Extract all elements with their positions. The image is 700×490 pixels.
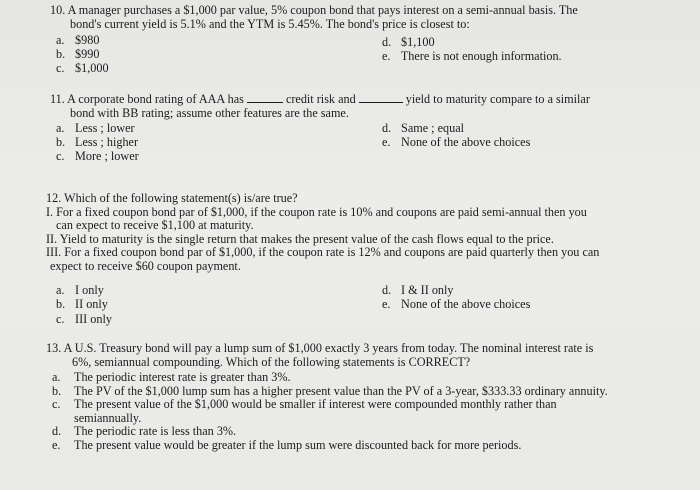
q13-option-a[interactable]: a. The periodic interest rate is greater than 3%. bbox=[52, 370, 291, 384]
q10-option-d[interactable]: d. $1,100 bbox=[382, 35, 435, 49]
statement-1-line2: can expect to receive $1,100 at maturity. bbox=[56, 218, 254, 233]
statement-1-line1: I. For a fixed coupon bond par of $1,000, if the coupon rate is 10% and coupons are paid semi-annual then you bbox=[46, 204, 587, 219]
q13-option-e[interactable]: e. The present value would be greater if the lump sum were discounted back for more periods. bbox=[52, 437, 522, 452]
question-10 bbox=[50, 4, 690, 31]
question-10-stem bbox=[50, 4, 690, 18]
question-10-line1: A manager purchases a $1,000 par value, 5% coupon bond that pays interest on a semi-annual basis. The bbox=[67, 3, 578, 17]
q11-option-b[interactable]: b. Less ; higher bbox=[56, 135, 139, 149]
q11-option-e[interactable]: e. None of the above choices bbox=[382, 135, 531, 149]
question-10-line2: bond's current yield is 5.1% and the YTM is 5.45%. The bond's price is closest to: bbox=[70, 16, 470, 31]
question-11-number: 11. bbox=[50, 92, 65, 106]
question-13 bbox=[46, 342, 686, 369]
question-11 bbox=[50, 92, 690, 120]
q10-option-c[interactable]: c. $1,000 bbox=[56, 61, 109, 75]
statement-2: II. Yield to maturity is the single return that makes the present value of the cash flows equal to the price. bbox=[46, 231, 554, 246]
question-12-title: 12. Which of the following statement(s) is/are true? bbox=[46, 191, 298, 205]
q11-option-c[interactable]: c. More ; lower bbox=[56, 149, 139, 163]
q11-option-d[interactable]: d. Same ; equal bbox=[382, 121, 464, 135]
q10-option-a[interactable]: a. $980 bbox=[56, 33, 100, 47]
q13-option-b[interactable]: b. The PV of the $1,000 lump sum has a higher present value than the PV of a 3-year, $333.33 ordinary annuity. bbox=[52, 383, 608, 398]
q12-option-e[interactable]: e. None of the above choices bbox=[382, 297, 531, 311]
answer-blank-1[interactable] bbox=[247, 92, 283, 103]
q13-option-d[interactable]: d. The periodic rate is less than 3%. bbox=[52, 424, 237, 439]
q12-option-d[interactable]: d. I & II only bbox=[382, 283, 454, 297]
q12-option-b[interactable]: b. II only bbox=[56, 297, 108, 311]
q10-option-e[interactable]: e. There is not enough information. bbox=[382, 49, 562, 63]
question-12 bbox=[46, 192, 686, 274]
question-13-line1: 13. A U.S. Treasury bond will pay a lump sum of $1,000 exactly 3 years from today. The nominal interest rate is bbox=[46, 341, 594, 355]
answer-blank-2[interactable] bbox=[359, 92, 403, 103]
q12-option-c[interactable]: c. III only bbox=[56, 312, 112, 326]
statement-3-line1: III. For a fixed coupon bond par of $1,000, if the coupon rate is 12% and coupons are paid quarterly then you can bbox=[46, 245, 600, 260]
q12-option-a[interactable]: a. I only bbox=[56, 283, 104, 297]
statement-3-line2: expect to receive $60 coupon payment. bbox=[50, 258, 241, 273]
question-10-number: 10. bbox=[50, 3, 66, 17]
question-11-line2: bond with BB rating; assume other features are the same. bbox=[70, 105, 349, 120]
question-13-line2: 6%, semiannual compounding. Which of the following statements is CORRECT? bbox=[72, 354, 471, 369]
q11-option-a[interactable]: a. Less ; lower bbox=[56, 121, 135, 135]
q13-option-c[interactable]: c. The present value of the $1,000 would be smaller if interest were compounded monthly rather than semiannually. bbox=[52, 397, 557, 425]
q10-option-b[interactable]: b. $990 bbox=[56, 47, 100, 61]
q13-options-list bbox=[52, 371, 692, 453]
question-11-stem: 11. A corporate bond rating of AAA has credit risk and yield to maturity compare to a similar bbox=[50, 92, 590, 106]
